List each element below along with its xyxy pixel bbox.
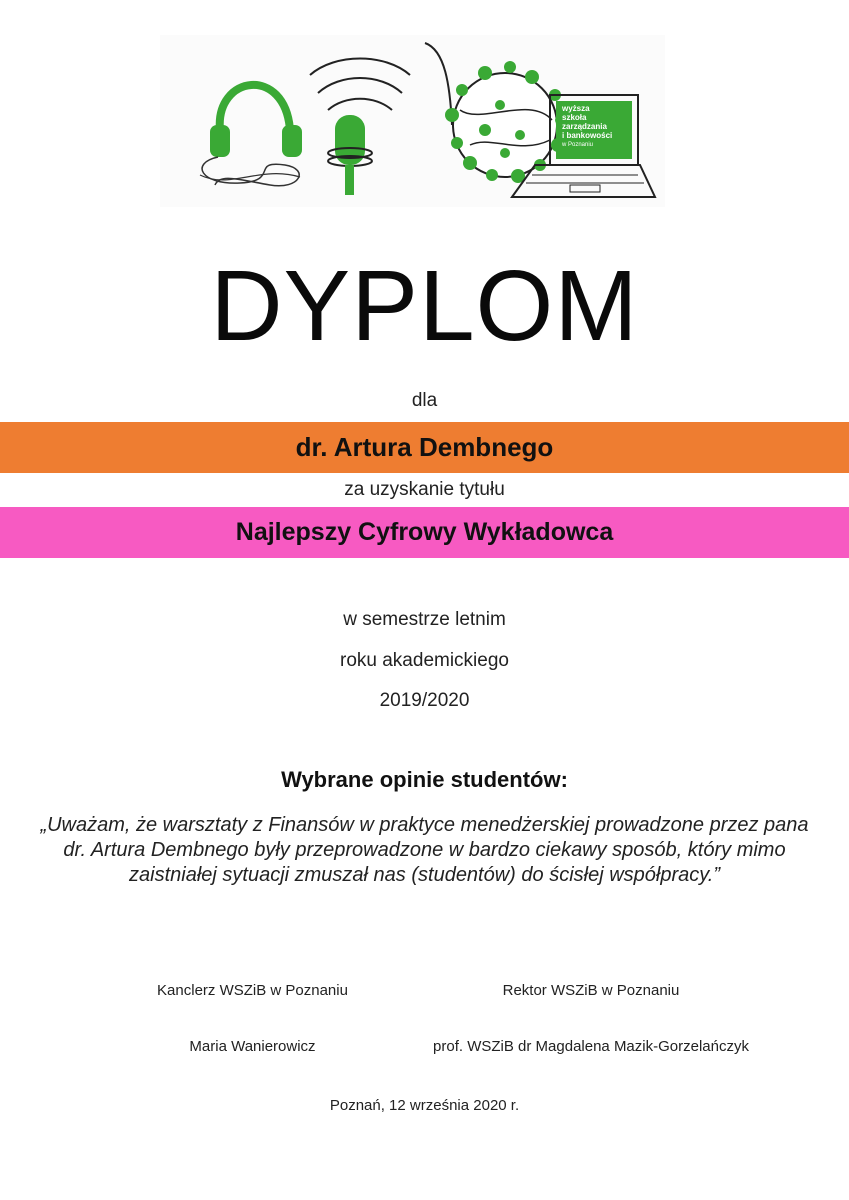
for-label: dla — [411, 390, 438, 411]
logo-line-5: w Poznaniu — [562, 142, 594, 148]
right-signature-role: Rektor WSZiB w Poznaniu — [502, 982, 680, 999]
title-label: za uzyskanie tytułu — [344, 479, 505, 500]
right-signature-name: prof. WSZiB dr Magdalena Mazik-Gorzelańczyk — [433, 1038, 749, 1055]
logo-line-2: szkoła — [562, 113, 587, 122]
illustration-logo — [160, 35, 665, 207]
student-quote — [40, 813, 809, 888]
place-date: Poznań, 12 września 2020 r. — [329, 1097, 520, 1114]
left-signature-role: Kanclerz WSZiB w Poznaniu — [157, 982, 348, 999]
quote-line-2: dr. Artura Dembnego były przeprowadzone w bardzo ciekawy sposób, który mimo — [63, 839, 786, 861]
opinions-heading: Wybrane opinie studentów: — [281, 767, 568, 792]
award-band — [0, 507, 849, 558]
left-signature-name: Maria Wanierowicz — [189, 1038, 316, 1055]
quote-line-3: zaistniałej sytuacji zmuszał nas (studentów) do ścisłej współpracy.” — [129, 864, 720, 886]
award-name: Najlepszy Cyfrowy Wykładowca — [235, 518, 614, 546]
period-line-2: roku akademickiego — [340, 650, 509, 671]
logo-line-1: wyższa — [562, 104, 590, 113]
diploma-title: DYPLOM — [210, 250, 639, 362]
logo-line-4: i bankowości — [562, 131, 613, 140]
recipient-name: dr. Artura Dembnego — [295, 432, 554, 462]
logo-line-3: zarządzania — [562, 122, 607, 131]
recipient-band — [0, 422, 849, 473]
period-line-3: 2019/2020 — [379, 690, 470, 711]
quote-line-1: „Uważam, że warsztaty z Finansów w praktyce menedżerskiej prowadzone przez pana — [40, 814, 809, 836]
period-line-1: w semestrze letnim — [343, 609, 506, 630]
